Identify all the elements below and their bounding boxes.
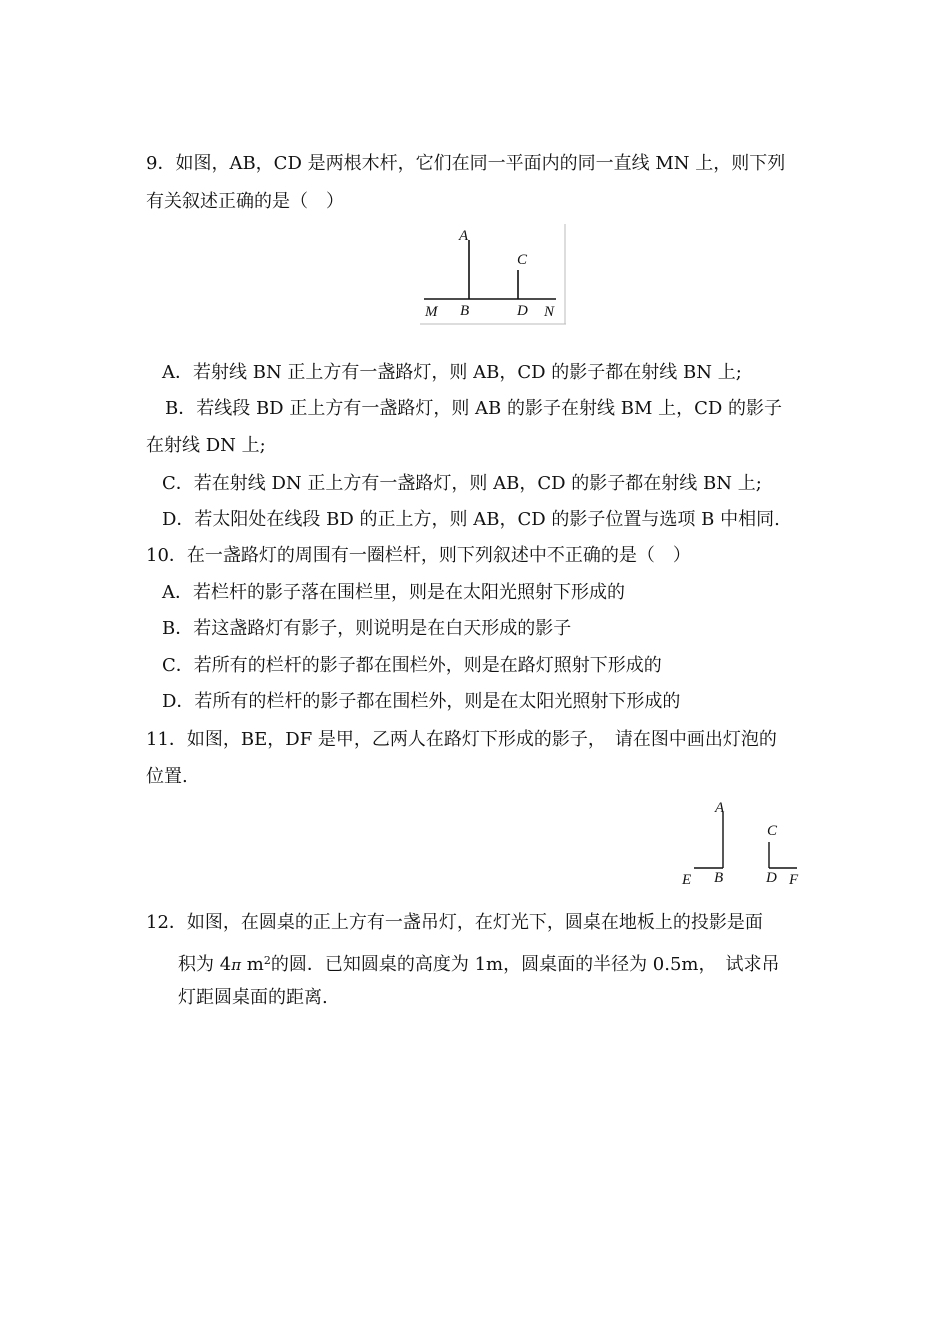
q10-option-b: B．若这盏路灯有影子，则说明是在白天形成的影子 bbox=[162, 618, 572, 639]
q9-label-a: A bbox=[459, 228, 469, 244]
q9-option-b-line1: B．若线段 BD 正上方有一盏路灯，则 AB 的影子在射线 BM 上，CD 的影子 bbox=[165, 398, 783, 419]
q9-option-c: C．若在射线 DN 正上方有一盏路灯，则 AB，CD 的影子都在射线 BN 上; bbox=[162, 473, 762, 494]
q9-option-b-line2: 在射线 DN 上; bbox=[146, 435, 266, 456]
q11-stem-line2: 位置. bbox=[146, 766, 188, 787]
q12-unit: m bbox=[241, 954, 264, 975]
q9-figure bbox=[420, 224, 568, 326]
q10-option-d: D．若所有的栏杆的影子都在围栏外，则是在太阳光照射下形成的 bbox=[162, 691, 681, 712]
q9-label-n: N bbox=[544, 304, 555, 320]
q11-label-a: A bbox=[715, 800, 725, 816]
q11-label-e: E bbox=[682, 872, 692, 886]
q11-stem-line1: 11．如图，BE，DF 是甲，乙两人在路灯下形成的影子， 请在图中画出灯泡的 bbox=[146, 729, 777, 750]
q11-label-f: F bbox=[789, 872, 799, 886]
q11-label-c: C bbox=[767, 823, 778, 839]
q9-stem-line1: 9．如图，AB，CD 是两根木杆，它们在同一平面内的同一直线 MN 上，则下列 bbox=[146, 153, 786, 174]
q10-option-a: A．若栏杆的影子落在围栏里，则是在太阳光照射下形成的 bbox=[162, 582, 625, 603]
q9-option-a: A．若射线 BN 正上方有一盏路灯，则 AB，CD 的影子都在射线 BN 上; bbox=[162, 362, 742, 383]
q10-option-c: C．若所有的栏杆的影子都在围栏外，则是在路灯照射下形成的 bbox=[162, 655, 662, 676]
q12-pi: π bbox=[231, 956, 242, 974]
q11-label-b: B bbox=[714, 870, 724, 886]
q11-label-d: D bbox=[766, 870, 777, 886]
q12-stem-line1: 12．如图，在圆桌的正上方有一盏吊灯，在灯光下，圆桌在地板上的投影是面 bbox=[146, 912, 763, 933]
q12-unit-exponent: 2 bbox=[263, 954, 271, 967]
q12-line2-post: 的圆．已知圆桌的高度为 1m，圆桌面的半径为 0.5m， 试求吊 bbox=[270, 954, 780, 975]
q12-stem-line3: 灯距圆桌面的距离. bbox=[178, 987, 328, 1008]
q9-label-b: B bbox=[460, 303, 470, 319]
q12-stem-line2 bbox=[178, 949, 780, 977]
q9-label-m: M bbox=[425, 304, 438, 320]
q9-label-c: C bbox=[517, 252, 528, 268]
q12-line2-pre: 积为 4 bbox=[178, 954, 232, 975]
q9-stem-line2: 有关叙述正确的是（ ） bbox=[146, 191, 344, 212]
q9-label-d: D bbox=[517, 303, 528, 319]
q9-option-d: D．若太阳处在线段 BD 的正上方，则 AB，CD 的影子位置与选项 B 中相同. bbox=[162, 509, 780, 530]
q11-figure bbox=[676, 798, 806, 886]
q10-stem: 10．在一盏路灯的周围有一圈栏杆，则下列叙述中不正确的是（ ） bbox=[146, 545, 691, 566]
